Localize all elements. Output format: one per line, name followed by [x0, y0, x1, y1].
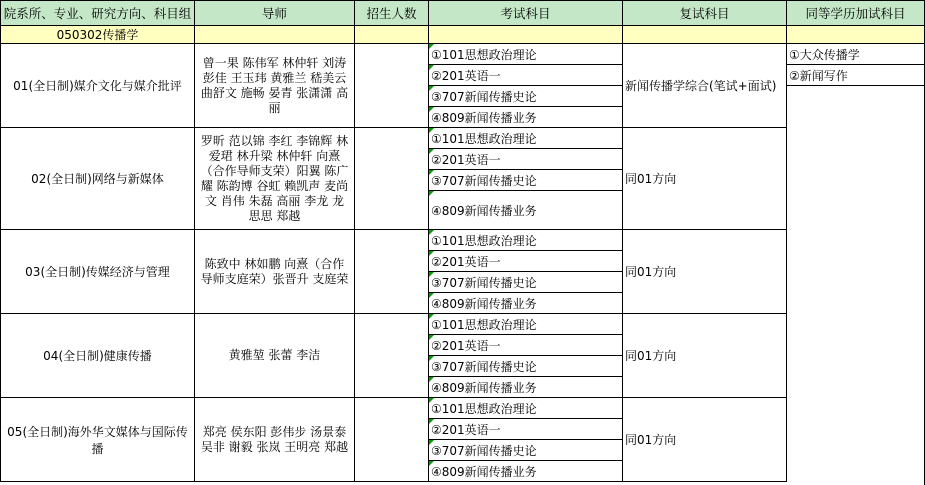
advisors-05[interactable]: 郑亮 侯东阳 彭伟步 汤景泰 吴非 谢毅 张岚 王明亮 郑越: [195, 398, 355, 482]
equiv-subject-2[interactable]: ②新闻写作: [787, 65, 925, 86]
equiv-empty[interactable]: [787, 86, 925, 485]
subject-05-1[interactable]: ①101思想政治理论: [429, 398, 623, 419]
subject-04-1[interactable]: ①101思想政治理论: [429, 314, 623, 335]
subject-01-4[interactable]: ④809新闻传播业务: [429, 107, 623, 128]
major-row-quota[interactable]: [355, 26, 429, 44]
subject-03-4[interactable]: ④809新闻传播业务: [429, 293, 623, 314]
header-advisor[interactable]: 导师: [195, 0, 355, 26]
subject-04-3[interactable]: ③707新闻传播史论: [429, 356, 623, 377]
retest-04[interactable]: 同01方向: [623, 314, 787, 398]
direction-name-03[interactable]: 03(全日制)传媒经济与管理: [0, 230, 195, 314]
direction-name-05[interactable]: 05(全日制)海外华文媒体与国际传播: [0, 398, 195, 482]
subject-05-4[interactable]: ④809新闻传播业务: [429, 461, 623, 482]
subject-05-2[interactable]: ②201英语一: [429, 419, 623, 440]
quota-03[interactable]: [355, 230, 429, 314]
retest-02[interactable]: 同01方向: [623, 128, 787, 230]
quota-05[interactable]: [355, 398, 429, 482]
advisors-02[interactable]: 罗昕 范以锦 李红 李锦辉 林爱珺 林升梁 林仲轩 向熹（合作导师支荣）阳翼 陈广耀 陈韵博 谷虹 赖凯声 麦尚文 肖伟 朱磊 高丽 李龙 龙思思 郑越: [195, 128, 355, 230]
subject-01-3[interactable]: ③707新闻传播史论: [429, 86, 623, 107]
subject-03-1[interactable]: ①101思想政治理论: [429, 230, 623, 251]
header-dept[interactable]: 院系所、专业、研究方向、科目组: [0, 0, 195, 26]
major-row-equiv[interactable]: [787, 26, 925, 44]
major-code-cell[interactable]: 050302传播学: [0, 26, 195, 44]
subject-01-2[interactable]: ②201英语一: [429, 65, 623, 86]
major-row-advisor[interactable]: [195, 26, 355, 44]
retest-05[interactable]: 同01方向: [623, 398, 787, 482]
direction-name-02[interactable]: 02(全日制)网络与新媒体: [0, 128, 195, 230]
header-equiv[interactable]: 同等学历加试科目: [787, 0, 925, 26]
subject-02-3[interactable]: ③707新闻传播史论: [429, 170, 623, 191]
retest-03[interactable]: 同01方向: [623, 230, 787, 314]
subject-02-4[interactable]: ④809新闻传播业务: [429, 191, 623, 230]
subject-02-2[interactable]: ②201英语一: [429, 149, 623, 170]
subject-02-1[interactable]: ①101思想政治理论: [429, 128, 623, 149]
header-exam[interactable]: 考试科目: [429, 0, 623, 26]
subject-04-2[interactable]: ②201英语一: [429, 335, 623, 356]
equiv-subject-1[interactable]: ①大众传播学: [787, 44, 925, 65]
quota-02[interactable]: [355, 128, 429, 230]
direction-name-04[interactable]: 04(全日制)健康传播: [0, 314, 195, 398]
subject-03-2[interactable]: ②201英语一: [429, 251, 623, 272]
header-quota[interactable]: 招生人数: [355, 0, 429, 26]
major-row-retest[interactable]: [623, 26, 787, 44]
direction-name-01[interactable]: 01(全日制)媒介文化与媒介批评: [0, 44, 195, 128]
quota-04[interactable]: [355, 314, 429, 398]
major-row-exam[interactable]: [429, 26, 623, 44]
advisors-01[interactable]: 曾一果 陈伟军 林仲轩 刘涛 彭佳 王玉玮 黄雅兰 嵇美云 曲舒文 施畅 晏青 张潇潇 高丽: [195, 44, 355, 128]
subject-05-3[interactable]: ③707新闻传播史论: [429, 440, 623, 461]
advisors-03[interactable]: 陈致中 林如鹏 向熹（合作导师支庭荣）张晋升 支庭荣: [195, 230, 355, 314]
subject-01-1[interactable]: ①101思想政治理论: [429, 44, 623, 65]
header-retest[interactable]: 复试科目: [623, 0, 787, 26]
subject-04-4[interactable]: ④809新闻传播业务: [429, 377, 623, 398]
quota-01[interactable]: [355, 44, 429, 128]
subject-03-3[interactable]: ③707新闻传播史论: [429, 272, 623, 293]
advisors-04[interactable]: 黄雅堃 张蕾 李洁: [195, 314, 355, 398]
retest-01[interactable]: 新闻传播学综合(笔试+面试): [623, 44, 787, 128]
